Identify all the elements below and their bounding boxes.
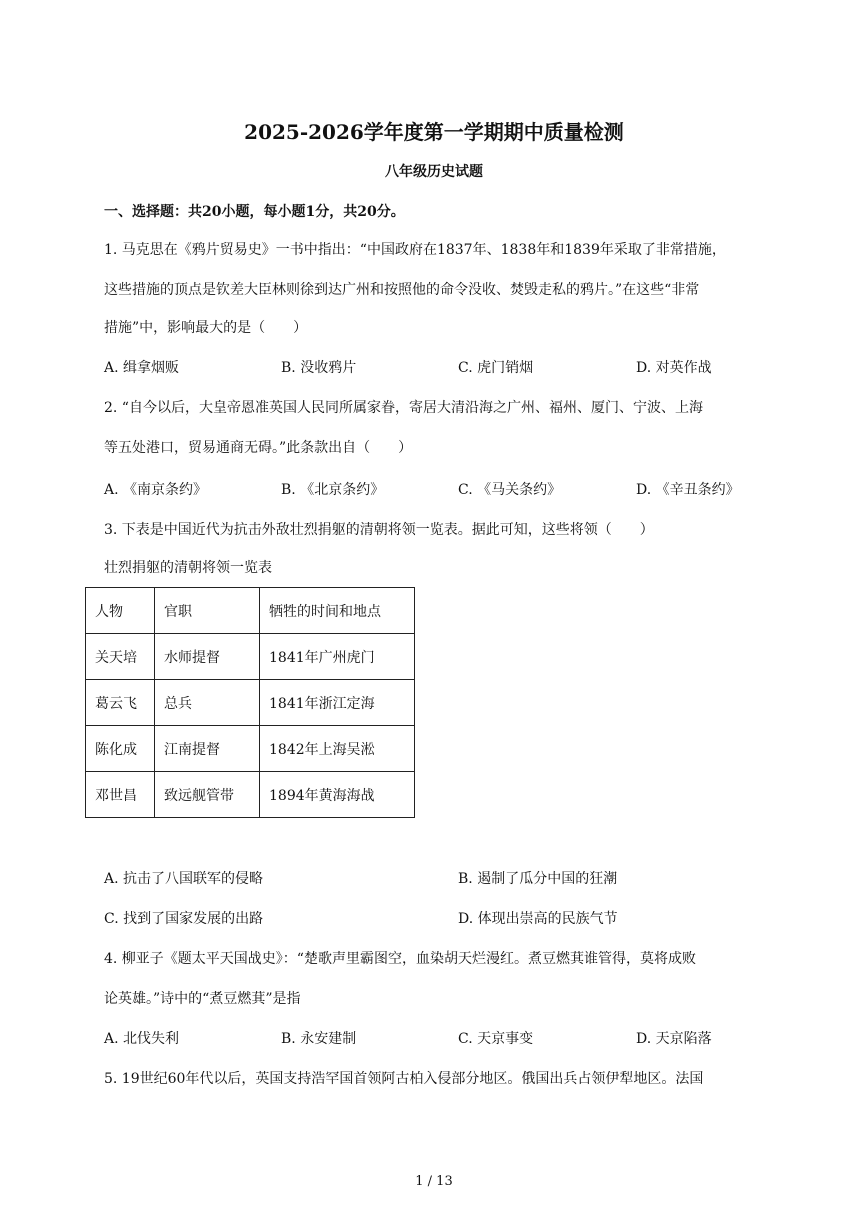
q4-option-c: C. 天京事变 — [458, 1031, 534, 1047]
q2-line-1: 2. “自今以后，大皇帝恩准英国人民同所属家眷，寄居大清沿海之广州、福州、厦门、宁波、上海 — [104, 400, 703, 416]
table-cell: 邓世昌 — [86, 772, 155, 818]
q1-option-a: A. 缉拿烟贩 — [104, 360, 180, 376]
q4-option-d: D. 天京陷落 — [636, 1031, 712, 1047]
table-cell: 1842年上海吴淞 — [260, 726, 415, 772]
table-cell: 1841年广州虎门 — [260, 634, 415, 680]
table-cell: 陈化成 — [86, 726, 155, 772]
table-row — [86, 726, 415, 772]
q4-line-2: 论英雄。”诗中的“煮豆燃萁”是指 — [104, 991, 301, 1007]
table-row — [86, 634, 415, 680]
table-cell: 关天培 — [86, 634, 155, 680]
q1-option-b: B. 没收鸦片 — [281, 360, 357, 376]
q4-line-1: 4. 柳亚子《题太平天国战史》：“楚歌声里霸图空，血染胡天烂漫红。煮豆燃萁谁管得，莫将成败 — [104, 951, 696, 967]
q1-option-c: C. 虎门销烟 — [458, 360, 534, 376]
section-heading: 一、选择题：共20小题，每小题1分，共20分。 — [104, 204, 405, 220]
table-cell: 致远舰管带 — [155, 772, 260, 818]
leaders-table — [85, 587, 415, 818]
q2-option-d: D. 《辛丑条约》 — [636, 482, 740, 498]
q3-option-d: D. 体现出崇高的民族气节 — [458, 911, 618, 927]
table-cell: 1894年黄海海战 — [260, 772, 415, 818]
q2-option-c: C. 《马关条约》 — [458, 482, 562, 498]
table-header-cell: 官职 — [155, 588, 260, 634]
q1-line-3: 措施”中，影响最大的是（ ） — [104, 320, 308, 336]
q5-line: 5. 19世纪60年代以后，英国支持浩罕国首领阿古柏入侵部分地区。俄国出兵占领伊犁地区。法国 — [104, 1071, 704, 1087]
table-header-row — [86, 588, 415, 634]
table-row — [86, 680, 415, 726]
q2-line-2: 等五处港口，贸易通商无碍。”此条款出自（ ） — [104, 440, 413, 456]
exam-subtitle: 八年级历史试题 — [385, 164, 483, 180]
table-cell: 葛云飞 — [86, 680, 155, 726]
q1-option-d: D. 对英作战 — [636, 360, 712, 376]
q3-line: 3. 下表是中国近代为抗击外敌壮烈捐躯的清朝将领一览表。据此可知，这些将领（ ） — [104, 522, 654, 538]
table-header-cell: 人物 — [86, 588, 155, 634]
q3-option-b: B. 遏制了瓜分中国的狂潮 — [458, 871, 618, 887]
table-cell: 1841年浙江定海 — [260, 680, 415, 726]
table-header-cell: 牺牲的时间和地点 — [260, 588, 415, 634]
q1-line-1: 1. 马克思在《鸦片贸易史》一书中指出：“中国政府在1837年、1838年和1839年采取了非常措施， — [104, 242, 726, 258]
table-row — [86, 772, 415, 818]
q3-option-c: C. 找到了国家发展的出路 — [104, 911, 264, 927]
q2-option-b: B. 《北京条约》 — [281, 482, 385, 498]
table-cell: 水师提督 — [155, 634, 260, 680]
q2-option-a: A. 《南京条约》 — [104, 482, 208, 498]
q4-option-a: A. 北伐失利 — [104, 1031, 180, 1047]
page-number: 1 / 13 — [415, 1174, 453, 1189]
exam-title: 2025-2026学年度第一学期期中质量检测 — [244, 120, 624, 144]
q1-line-2: 这些措施的顶点是钦差大臣林则徐到达广州和按照他的命令没收、焚毁走私的鸦片。”在这些“非常 — [104, 282, 700, 298]
table-caption: 壮烈捐躯的清朝将领一览表 — [104, 560, 272, 576]
q3-option-a: A. 抗击了八国联军的侵略 — [104, 871, 264, 887]
table-cell: 总兵 — [155, 680, 260, 726]
q4-option-b: B. 永安建制 — [281, 1031, 357, 1047]
table-cell: 江南提督 — [155, 726, 260, 772]
